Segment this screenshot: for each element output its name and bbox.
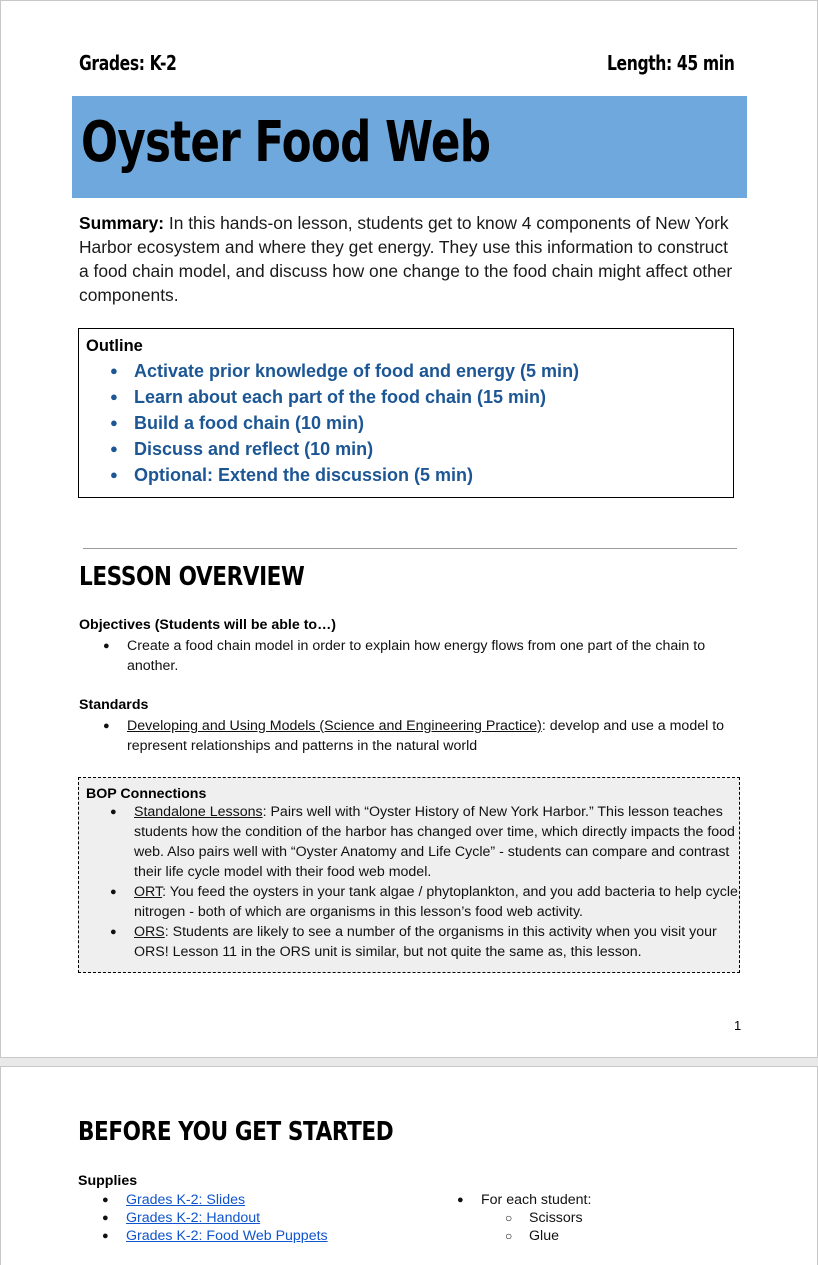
summary-text: In this hands-on lesson, students get to know 4 components of New York Harbor ecosystem and where they get energy. They use this information to construct a food chain model, and discuss how one change to the food chain might affect other components. (79, 213, 733, 305)
objectives-heading: Objectives (Students will be able to…) (79, 617, 336, 633)
lesson-overview-heading: LESSON OVERVIEW (79, 562, 305, 592)
bop-item-text: : You feed the oysters in your tank algae / phytoplankton, and you add bacteria to help cycle nitrogen - both of which are organisms in this lesson’s food web activity. (134, 884, 738, 920)
supply-item (78, 1191, 438, 1209)
before-you-get-started-heading: BEFORE YOU GET STARTED (78, 1117, 394, 1147)
bop-link-standalone[interactable]: Standalone Lessons (134, 804, 263, 820)
page-number: 1 (734, 1018, 742, 1033)
outline-title: Outline (86, 337, 143, 355)
outline-link-4[interactable]: ● Discuss and reflect (10 min) (86, 436, 733, 462)
bop-link-ors[interactable]: ORS (134, 924, 165, 940)
supply-item (78, 1227, 438, 1245)
bop-title: BOP Connections (86, 786, 207, 802)
supplies-heading: Supplies (78, 1173, 138, 1189)
title-banner (72, 96, 747, 198)
supplies-list (78, 1191, 438, 1245)
bop-item-text: : Pairs well with “Oyster History of New York Harbor.” This lesson teaches students how the condition of the harbor has changed over time, which directly impacts the food web. Also pairs well with “Oyster Anatomy and Life Cycle” - students can compare and contrast their life cycle model with their food web model. (134, 804, 735, 880)
outline-box (78, 328, 734, 498)
bop-item (86, 922, 739, 962)
puppets-link[interactable]: Grades K-2: Food Web Puppets (126, 1228, 328, 1244)
scissors-item: ○ Scissors (433, 1209, 753, 1227)
handout-link[interactable]: Grades K-2: Handout (126, 1210, 261, 1226)
summary-paragraph (79, 211, 739, 307)
standard-link[interactable]: Developing and Using Models (Science and Engineering Practice) (127, 718, 542, 734)
lesson-title: Oyster Food Web (81, 110, 491, 175)
horizontal-divider (83, 548, 737, 549)
slides-link[interactable]: Grades K-2: Slides (126, 1192, 246, 1208)
outline-link-1[interactable]: ● Activate prior knowledge of food and energy (5 min) (86, 358, 733, 384)
outline-link-3[interactable]: ● Build a food chain (10 min) (86, 410, 733, 436)
length-label: Length: 45 min (607, 51, 735, 75)
grades-label: Grades: K-2 (79, 51, 177, 75)
summary-label: Summary: (79, 213, 165, 233)
bop-item-text: : Students are likely to see a number of the organisms in this activity when you visit your ORS! Lesson 11 in the ORS unit is similar, but not quite the same as, this lesson. (134, 924, 717, 960)
outline-link-2[interactable]: ● Learn about each part of the food chain (15 min) (86, 384, 733, 410)
for-each-student-label: For each student: (481, 1192, 592, 1208)
standard-item (79, 716, 743, 756)
standards-heading: Standards (79, 697, 149, 713)
standards-list (79, 716, 743, 756)
for-each-student-item (433, 1191, 753, 1245)
objective-item: ● Create a food chain model in order to explain how energy flows from one part of the chain to another. (79, 636, 743, 676)
bop-item (86, 802, 739, 882)
bop-link-ort[interactable]: ORT (134, 884, 163, 900)
for-each-student-list (433, 1191, 753, 1245)
standard-text: : develop and use a model to represent relationships and patterns in the natural world (127, 718, 725, 754)
objectives-list (79, 636, 743, 676)
outline-link-5[interactable]: ● Optional: Extend the discussion (5 min) (86, 462, 733, 488)
bop-connections-box (78, 777, 740, 973)
bop-item (86, 882, 739, 922)
glue-item: ○ Glue (433, 1227, 753, 1245)
supply-item (78, 1209, 438, 1227)
